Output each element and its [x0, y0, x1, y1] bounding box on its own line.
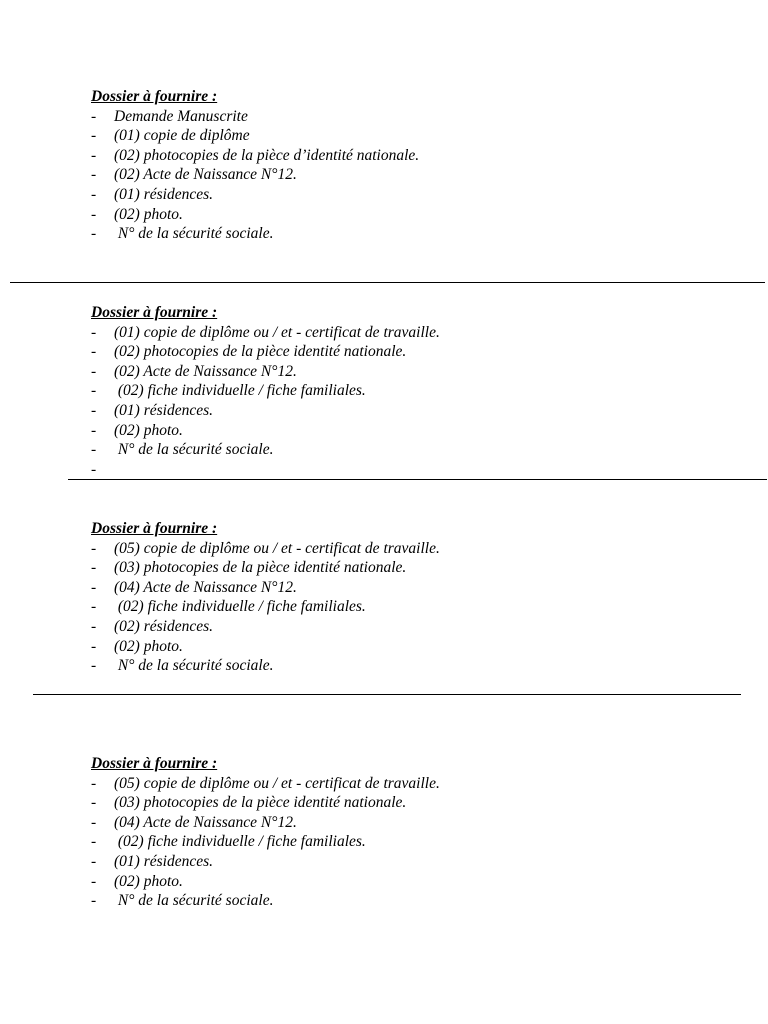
- list-bullet: -: [91, 559, 97, 577]
- list-item: [91, 362, 731, 382]
- list-item: [91, 637, 731, 657]
- list-bullet: -: [91, 185, 97, 203]
- list-item-text: (04) Acte de Naissance N°12.: [114, 578, 297, 596]
- list-item-text: (05) copie de diplôme ou / et - certificat de travaille.: [114, 539, 440, 557]
- list-bullet: -: [91, 323, 97, 341]
- list-item: [91, 617, 731, 637]
- list-item-text: (01) copie de diplôme ou / et - certificat de travaille.: [114, 323, 440, 341]
- list-bullet: -: [91, 401, 97, 419]
- list-item: [91, 872, 731, 892]
- list-bullet: -: [91, 421, 97, 439]
- list-item: [91, 107, 731, 127]
- list-item: [91, 832, 731, 852]
- list-item: [91, 401, 731, 421]
- section-divider: [68, 479, 767, 480]
- list-item-text: N° de la sécurité sociale.: [114, 657, 274, 675]
- section-title: Dossier à fournire :: [91, 304, 218, 321]
- list-bullet: -: [91, 343, 97, 361]
- list-item: [91, 793, 731, 813]
- list-item: [91, 126, 731, 146]
- list-item-text: (02) fiche individuelle / fiche familiales.: [114, 598, 366, 616]
- list-item-text: N° de la sécurité sociale.: [114, 225, 274, 243]
- list-bullet: -: [91, 774, 97, 792]
- list-item: [91, 891, 731, 911]
- list-item-text: (01) copie de diplôme: [114, 127, 250, 145]
- list-bullet: -: [91, 892, 97, 910]
- document-section-2: [91, 303, 731, 479]
- list-item-text: (02) fiche individuelle / fiche familiales.: [114, 382, 366, 400]
- list-item: [91, 185, 731, 205]
- document-section-4: [91, 754, 731, 911]
- list-item-text: (02) Acte de Naissance N°12.: [114, 166, 297, 184]
- list-item: [91, 460, 731, 480]
- document-section-1: [91, 87, 731, 244]
- list-bullet: -: [91, 225, 97, 243]
- section-divider: [33, 694, 741, 695]
- list-bullet: -: [91, 794, 97, 812]
- list-item-text: (01) résidences.: [114, 852, 213, 870]
- list-item-text: (02) résidences.: [114, 617, 213, 635]
- list-bullet: -: [91, 441, 97, 459]
- list-bullet: -: [91, 146, 97, 164]
- list-item: [91, 440, 731, 460]
- list-item: [91, 852, 731, 872]
- list-item: [91, 323, 731, 343]
- list-item: [91, 558, 731, 578]
- list-item: [91, 813, 731, 833]
- list-item-text: (03) photocopies de la pièce identité nationale.: [114, 559, 407, 577]
- list-item: [91, 342, 731, 362]
- list-item: [91, 421, 731, 441]
- list-bullet: -: [91, 657, 97, 675]
- list-bullet: -: [91, 617, 97, 635]
- list-bullet: -: [91, 362, 97, 380]
- list-item-text: (05) copie de diplôme ou / et - certificat de travaille.: [114, 774, 440, 792]
- list-item: [91, 224, 731, 244]
- list-bullet: -: [91, 578, 97, 596]
- list-bullet: -: [91, 637, 97, 655]
- list-item-text: Demande Manuscrite: [114, 107, 248, 125]
- section-divider: [10, 282, 765, 283]
- list-item: [91, 597, 731, 617]
- list-item: [91, 165, 731, 185]
- list-item-text: (02) photo.: [114, 205, 183, 223]
- list-item-text: (02) photocopies de la pièce d’identité nationale.: [114, 146, 420, 164]
- list-item: [91, 656, 731, 676]
- section-title: Dossier à fournire :: [91, 88, 218, 105]
- list-item-text: (03) photocopies de la pièce identité nationale.: [114, 794, 407, 812]
- list-item-text: (02) photo.: [114, 872, 183, 890]
- list-bullet: -: [91, 166, 97, 184]
- list-bullet: -: [91, 382, 97, 400]
- list-bullet: -: [91, 813, 97, 831]
- list-bullet: -: [91, 598, 97, 616]
- list-item-text: (02) photo.: [114, 421, 183, 439]
- list-item-text: (01) résidences.: [114, 185, 213, 203]
- list-item: [91, 381, 731, 401]
- list-item: [91, 146, 731, 166]
- list-bullet: -: [91, 205, 97, 223]
- list-bullet: -: [91, 460, 97, 478]
- document-section-3: [91, 519, 731, 676]
- list-bullet: -: [91, 127, 97, 145]
- list-item-text: (02) photocopies de la pièce identité nationale.: [114, 343, 407, 361]
- list-item: [91, 539, 731, 559]
- list-item-text: (01) résidences.: [114, 401, 213, 419]
- list-bullet: -: [91, 852, 97, 870]
- section-title: Dossier à fournire :: [91, 755, 218, 772]
- list-item-text: (02) fiche individuelle / fiche familiales.: [114, 833, 366, 851]
- list-bullet: -: [91, 833, 97, 851]
- list-item-text: N° de la sécurité sociale.: [114, 892, 274, 910]
- list-item-text: (02) photo.: [114, 637, 183, 655]
- list-item: [91, 774, 731, 794]
- list-bullet: -: [91, 872, 97, 890]
- list-item-text: (04) Acte de Naissance N°12.: [114, 813, 297, 831]
- list-bullet: -: [91, 539, 97, 557]
- section-title: Dossier à fournire :: [91, 520, 218, 537]
- list-item-text: N° de la sécurité sociale.: [114, 441, 274, 459]
- list-item: [91, 205, 731, 225]
- list-item-text: (02) Acte de Naissance N°12.: [114, 362, 297, 380]
- list-bullet: -: [91, 107, 97, 125]
- list-item: [91, 578, 731, 598]
